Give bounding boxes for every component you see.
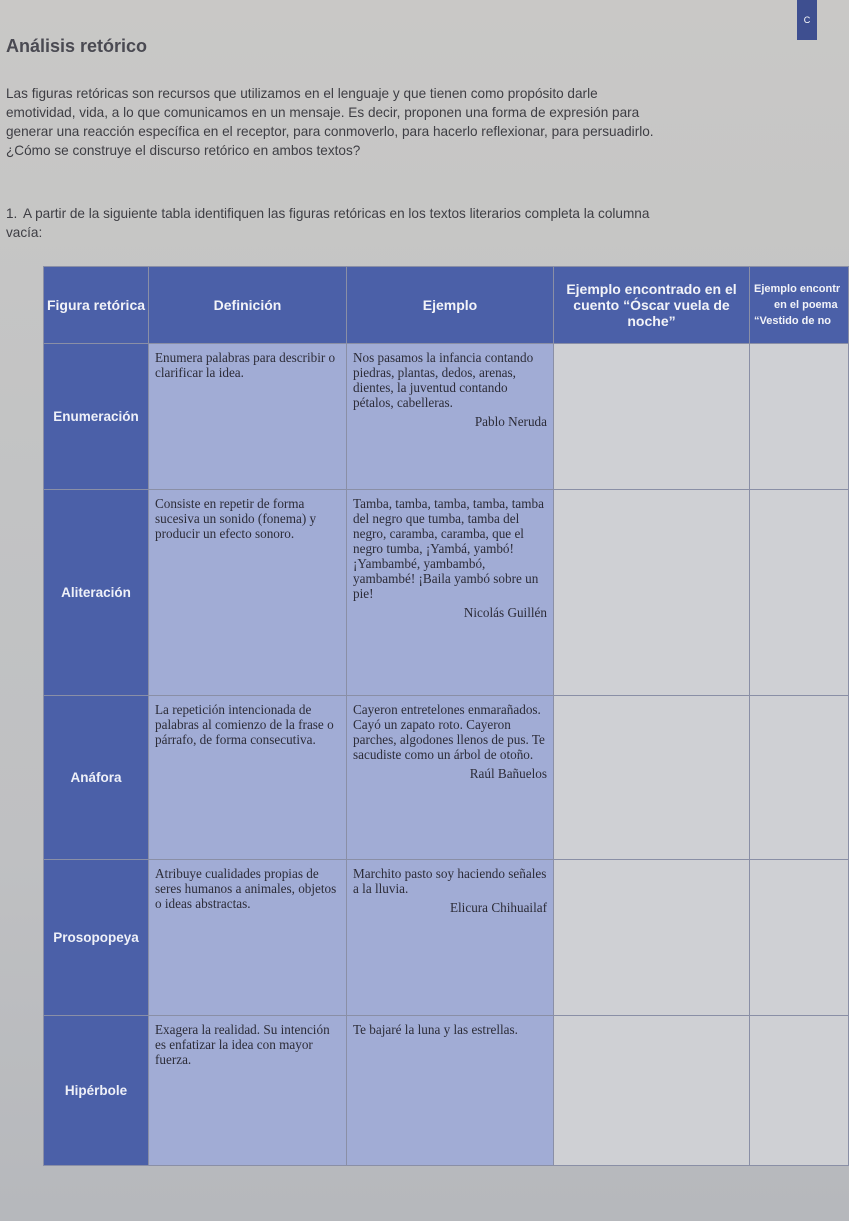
row-definicion: Atribuye cualidades propias de seres humanos a animales, objetos o ideas abstractas. [149, 860, 347, 1016]
intro-paragraph: Las figuras retóricas son recursos que utilizamos en el lenguaje y que tienen como propósito darle emotividad, vida, a lo que comunicamos en un mensaje. Es decir, proponen una forma de expresión para generar una reacción específica en el receptor, para conmoverlo, para hacerlo reflexionar, para persuadirlo. ¿Cómo se construye el discurso retórico en ambos textos? [6, 86, 654, 158]
row-figura: Anáfora [44, 696, 149, 860]
row-autor: Nicolás Guillén [463, 605, 547, 620]
header-figura: Figura retórica [44, 267, 149, 344]
header-definicion: Definición [149, 267, 347, 344]
page-corner-tab: C [797, 0, 817, 40]
row-ejemplo-text: Cayeron entretelones enmarañados. Cayó un zapato roto. Cayeron parches, algodones llenos de pus. Te sacudiste como un árbol de otoño. [353, 702, 545, 762]
answer-cell-poema[interactable] [750, 344, 849, 490]
header-poema [750, 267, 849, 344]
row-ejemplo [347, 696, 554, 860]
table-header-row [44, 267, 849, 344]
table-row [44, 860, 849, 1016]
task-number: 1. [6, 206, 18, 221]
answer-cell-cuento[interactable] [554, 696, 750, 860]
row-ejemplo-text: Marchito pasto soy haciendo señales a la lluvia. [353, 866, 547, 896]
header-cuento: Ejemplo encontrado en el cuento “Óscar vuela de noche” [554, 267, 750, 344]
row-figura: Hipérbole [44, 1016, 149, 1166]
row-ejemplo [347, 344, 554, 490]
row-autor: Raúl Bañuelos [469, 766, 547, 781]
row-ejemplo-text: Tamba, tamba, tamba, tamba, tamba del negro que tumba, tamba del negro, caramba, caramba, que el negro tumba, ¡Yambá, yambó! ¡Yambambé, yambambó, yambambé! ¡Baila yambó sobre un pie! [353, 496, 544, 601]
row-ejemplo-text: Nos pasamos la infancia contando piedras, plantas, dedos, arenas, dientes, la juventud contando pétalos, cabelleras. [353, 350, 534, 410]
answer-cell-poema[interactable] [750, 860, 849, 1016]
rhetoric-table [43, 266, 849, 1166]
row-figura: Enumeración [44, 344, 149, 490]
row-definicion: La repetición intencionada de palabras al comienzo de la frase o párrafo, de forma consecutiva. [149, 696, 347, 860]
task-text: A partir de la siguiente tabla identifiquen las figuras retóricas en los textos literarios completa la columna vacía: [6, 206, 650, 240]
row-definicion: Enumera palabras para describir o clarificar la idea. [149, 344, 347, 490]
page-title: Análisis retórico [6, 36, 148, 56]
header-poema-line3: “Vestido de no [754, 315, 832, 327]
header-poema-line1: Ejemplo encontr [754, 283, 841, 295]
row-ejemplo [347, 860, 554, 1016]
header-poema-line2: en el poema [774, 299, 838, 311]
row-definicion: Exagera la realidad. Su intención es enfatizar la idea con mayor fuerza. [149, 1016, 347, 1166]
row-ejemplo-text: Te bajaré la luna y las estrellas. [353, 1022, 518, 1037]
table-row [44, 1016, 849, 1166]
answer-cell-poema[interactable] [750, 696, 849, 860]
table-row [44, 344, 849, 490]
answer-cell-cuento[interactable] [554, 490, 750, 696]
row-autor: Elicura Chihuailaf [449, 900, 547, 915]
row-autor: Pablo Neruda [474, 414, 547, 429]
row-figura: Aliteración [44, 490, 149, 696]
answer-cell-cuento[interactable] [554, 860, 750, 1016]
table-row [44, 696, 849, 860]
table-row [44, 490, 849, 696]
row-definicion: Consiste en repetir de forma sucesiva un sonido (fonema) y producir un efecto sonoro. [149, 490, 347, 696]
row-figura: Prosopopeya [44, 860, 149, 1016]
answer-cell-poema[interactable] [750, 490, 849, 696]
row-ejemplo [347, 490, 554, 696]
answer-cell-poema[interactable] [750, 1016, 849, 1166]
task-instruction [6, 204, 656, 242]
answer-cell-cuento[interactable] [554, 344, 750, 490]
header-ejemplo: Ejemplo [347, 267, 554, 344]
answer-cell-cuento[interactable] [554, 1016, 750, 1166]
row-ejemplo [347, 1016, 554, 1166]
